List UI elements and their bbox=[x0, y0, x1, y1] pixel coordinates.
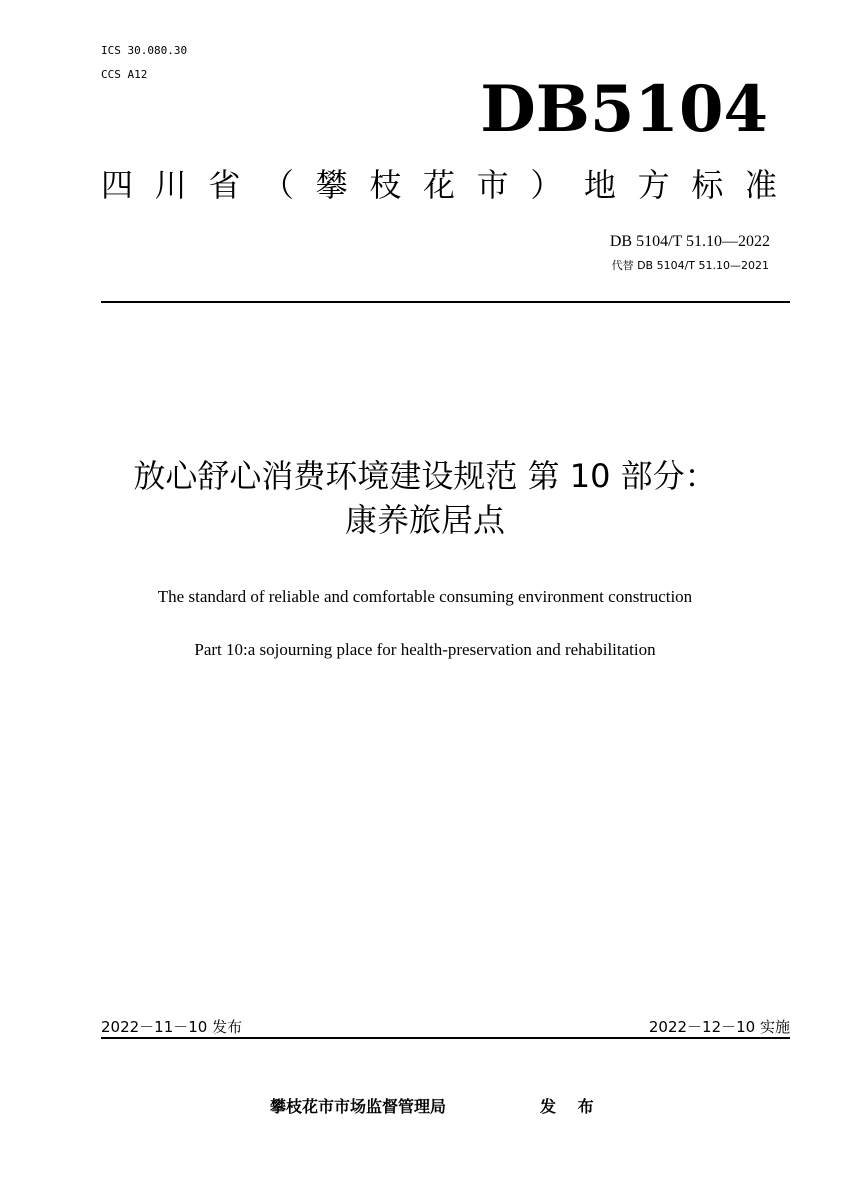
standard-number: DB 5104/T 51.10—2022 bbox=[609, 233, 770, 250]
issuing-authority: 攀枝花市市场监督管理局 bbox=[270, 1097, 447, 1116]
ics-code: ICS 30.080.30 bbox=[101, 44, 188, 57]
issue-label: 发 布 bbox=[540, 1097, 602, 1116]
english-title-line-2: Part 10:a sojourning place for health-preservation and rehabilitation bbox=[194, 640, 656, 659]
chinese-title-line-2: 康养旅居点 bbox=[344, 501, 505, 539]
issue-date: 2022－11－10 发布 bbox=[101, 1018, 243, 1036]
ccs-code: CCS A12 bbox=[101, 68, 148, 81]
db-logo: DB5104 bbox=[480, 72, 768, 147]
province-standard-heading: 四 川 省 （ 攀 枝 花 市 ） 地 方 标 准 bbox=[101, 166, 777, 204]
chinese-title-line-1: 放心舒心消费环境建设规范 第 10 部分： bbox=[133, 457, 717, 495]
replaced-standard-number: 代替 DB 5104/T 51.10—2021 bbox=[611, 259, 769, 272]
chinese-title bbox=[60, 454, 790, 542]
bottom-divider bbox=[101, 1037, 790, 1039]
top-divider bbox=[101, 301, 790, 303]
implementation-date: 2022－12－10 实施 bbox=[648, 1018, 790, 1036]
english-title-line-1: The standard of reliable and comfortable consuming environment construction bbox=[157, 587, 693, 606]
